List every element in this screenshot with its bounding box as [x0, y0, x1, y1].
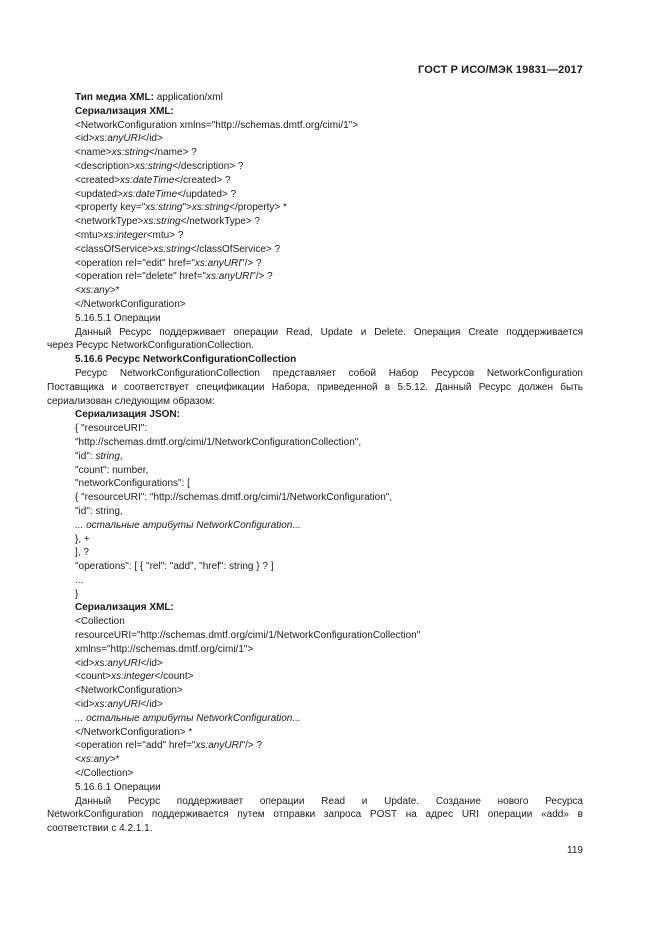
section-heading-5-16-6-1: 5.16.6.1 Операции: [75, 781, 161, 793]
code-line: }: [75, 588, 79, 600]
code-line: ...: [75, 574, 84, 586]
code-line: <property key="xs:string">xs:string</property> *: [75, 202, 287, 214]
paragraph-line: Данный Ресурс поддерживает операции Read и Update. Создание нового Ресурса: [75, 795, 583, 807]
code-line: }, +: [75, 533, 90, 545]
page-content: [47, 91, 583, 836]
code-line: <created>xs:dateTime</created> ?: [75, 174, 231, 186]
code-line: </Collection>: [75, 768, 134, 780]
code-line: <classOfService>xs:string</classOfService> ?: [75, 243, 281, 255]
code-line: <xs:any>*: [75, 754, 120, 766]
page-number: 119: [567, 845, 583, 856]
code-line: <networkType>xs:string</networkType> ?: [75, 216, 261, 228]
code-line: { "resourceURI":: [75, 423, 148, 435]
section-heading-5-16-6: 5.16.6 Ресурс NetworkConfigurationCollection: [75, 354, 297, 366]
xml-serialization-label: Сериализация XML:: [75, 105, 174, 117]
media-type-label: Тип медиа XML:: [75, 92, 154, 103]
code-line: <xs:any>*: [75, 285, 120, 297]
media-type-value: application/xml: [153, 92, 223, 103]
code-line: <id>xs:anyURI</id>: [75, 657, 163, 669]
code-line: ... остальные атрибуты NetworkConfiguration...: [75, 519, 301, 531]
document-header: ГОСТ Р ИСО/МЭК 19831—2017: [418, 64, 583, 76]
paragraph-line: Поставщика и соответствует спецификации Набора, приведенной в 5.5.12. Данный Ресурс должен быть: [47, 381, 583, 393]
paragraph-line: сериализован следующим образом:: [47, 395, 215, 407]
code-line: <name>xs:string</name> ?: [75, 147, 197, 159]
code-line: xmlns="http://schemas.dmtf.org/cimi/1">: [75, 643, 254, 655]
code-line: ], ?: [75, 547, 89, 559]
code-line: </NetworkConfiguration> *: [75, 726, 193, 738]
code-line: <operation rel="add" href="xs:anyURI"/> ?: [75, 740, 263, 752]
code-line: <mtu>xs:integer<mtu> ?: [75, 229, 184, 241]
code-line: "id": string,: [75, 450, 123, 462]
code-line: "operations": [ { "rel": "add", "href": string } ? ]: [75, 561, 274, 573]
code-line: "networkConfigurations": [: [75, 478, 190, 490]
code-line: <updated>xs:dateTime</updated> ?: [75, 188, 237, 200]
paragraph-line: Данный Ресурс поддерживает операции Read, Update и Delete. Операция Create поддерживается: [75, 326, 583, 338]
json-serialization-label: Сериализация JSON:: [75, 409, 180, 421]
code-line: <description>xs:string</description> ?: [75, 160, 244, 172]
code-line: ... остальные атрибуты NetworkConfiguration...: [75, 712, 301, 724]
code-line: "id": string,: [75, 505, 123, 517]
code-line: "count": number,: [75, 464, 149, 476]
code-line: </NetworkConfiguration>: [75, 298, 186, 310]
code-line: <NetworkConfiguration xmlns="http://schemas.dmtf.org/cimi/1">: [75, 119, 359, 131]
code-line: <count>xs:integer</count>: [75, 671, 194, 683]
code-line: <Collection: [75, 616, 125, 628]
paragraph-line: соответствии с 4.2.1.1.: [47, 823, 153, 835]
section-heading-5-16-5-1: 5.16.5.1 Операции: [75, 312, 161, 324]
code-line: "http://schemas.dmtf.org/cimi/1/NetworkConfigurationCollection",: [75, 436, 362, 448]
media-type-line: [75, 91, 583, 105]
paragraph-line: через Ресурс NetworkConfigurationCollection.: [47, 340, 254, 352]
paragraph-line: NetworkConfiguration поддерживается путем отправки запроса POST на адрес URI операции «add» в: [47, 809, 583, 821]
code-line: <operation rel="edit" href="xs:anyURI"/> ?: [75, 257, 262, 269]
code-line: <id>xs:anyURI</id>: [75, 133, 163, 145]
xml-serialization-label-2: Сериализация XML:: [75, 602, 174, 614]
code-line: { "resourceURI": "http://schemas.dmtf.org/cimi/1/NetworkConfiguration",: [75, 492, 393, 504]
code-line: <NetworkConfiguration>: [75, 685, 183, 697]
code-line: resourceURI="http://schemas.dmtf.org/cimi/1/NetworkConfigurationCollection": [75, 630, 421, 642]
code-line: <id>xs:anyURI</id>: [75, 699, 163, 711]
code-line: <operation rel="delete" href="xs:anyURI"/> ?: [75, 271, 273, 283]
paragraph-line: Ресурс NetworkConfigurationCollection представляет собой Набор Ресурсов NetworkConfiguration: [75, 367, 583, 379]
